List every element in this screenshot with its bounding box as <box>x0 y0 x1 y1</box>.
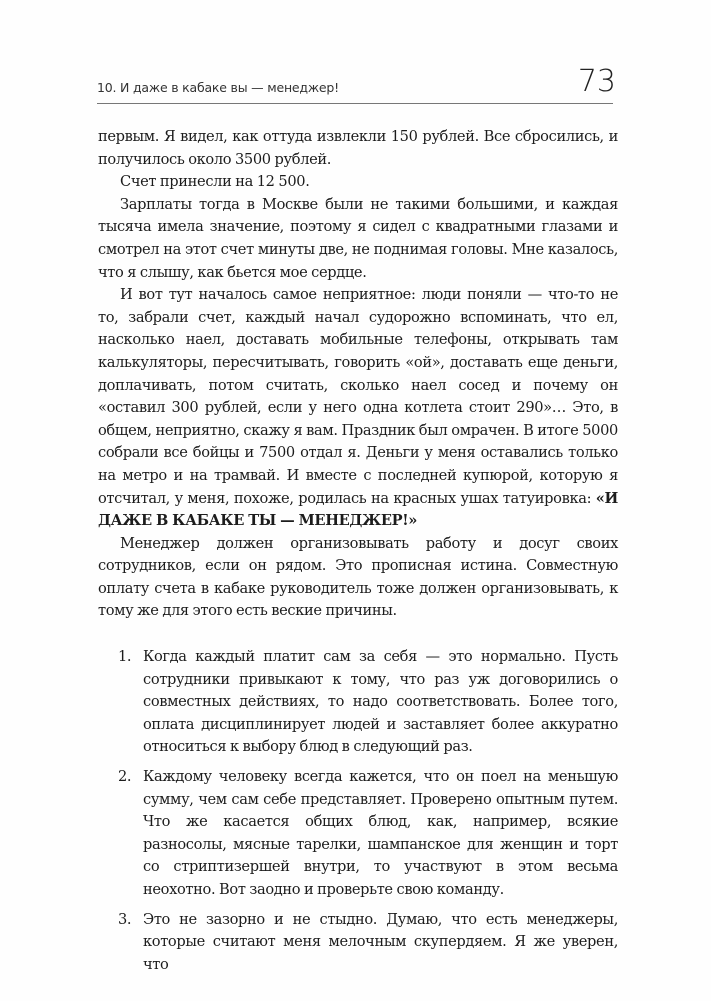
paragraph <box>98 284 618 533</box>
paragraph: Менеджер должен организовывать работу и досуг своих сотрудников, если он рядом. Это прописная истина. Совместную оплату счета в кабаке руководитель тоже должен организовывать, к тому же для этого есть веские причины. <box>98 534 618 620</box>
list-number: 2. <box>118 768 132 786</box>
page-number: 73 <box>577 64 616 99</box>
numbered-list <box>98 646 618 976</box>
list-number: 3. <box>118 910 132 928</box>
paragraph: Счет принесли на 12 500. <box>120 173 310 191</box>
list-item <box>98 766 618 902</box>
running-head: 10. И даже в кабаке вы — менеджер! <box>97 80 339 95</box>
list-item-text: Когда каждый платит сам за себя — это нормально. Пусть сотрудники привыкают к тому, что раз уж договорились о совместных действиях, то надо соответствовать. Более того, оплата дисциплинирует людей и заставляет более аккуратно относиться к выбору блюд в следующий раз. <box>143 648 618 756</box>
body-text <box>98 126 618 983</box>
list-item-text: Каждому человеку всегда кажется, что он поел на меньшую сумму, чем сам себе представляет. Проверено опытным путем. Что же касается общих блюд, как, например, всякие разносолы, мясные тарелки, шампанское для женщин и торт со стриптизершей внутри, то участвуют в этом весьма неохотно. Вот заодно и проверьте свою команду. <box>143 768 618 898</box>
list-number: 1. <box>118 648 132 666</box>
list-item <box>98 909 618 977</box>
list-item-text: Это не зазорно и не стыдно. Думаю, что есть менеджеры, которые считают меня мелочным скупердяем. Я же уверен, что <box>143 910 618 973</box>
paragraph: Зарплаты тогда в Москве были не такими большими, и каждая тысяча имела значение, поэтому я сидел с квадратными глазами и смотрел на этот счет минуты две, не поднимая головы. Мне казалось, что я слышу, как бьется мое сердце. <box>98 195 618 281</box>
paragraph-text: И вот тут началось самое неприятное: люди поняли — что-то не то, забрали счет, каждый начал судорожно вспоминать, что ел, насколько наел, доставать мобильные телефоны, открывать там калькуляторы, пересчитывать, говорить «ой», доставать еще деньги, доплачивать, потом считать, сколько наел сосед и почему он «оставил 300 рублей, если у него одна котлета стоит 290»… Это, в общем, неприятно, скажу я вам. Праздник был омрачен. В итоге 5000 собрали все бойцы и 7500 отдал я. Деньги у меня оставались только на метро и на трамвай. И вместе с последней купюрой, которую я отсчитал, у меня, похоже, родилась на красных ушах татуировка: <box>98 286 618 507</box>
list-item <box>98 646 618 759</box>
bold-slogan: «И ДАЖЕ В КАБАКЕ ТЫ — МЕНЕДЖЕР!» <box>98 489 618 530</box>
paragraph: первым. Я видел, как оттуда извлекли 150 рублей. Все сбросились, и получилось около 3500 рублей. <box>98 128 618 168</box>
header-rule <box>97 103 613 104</box>
